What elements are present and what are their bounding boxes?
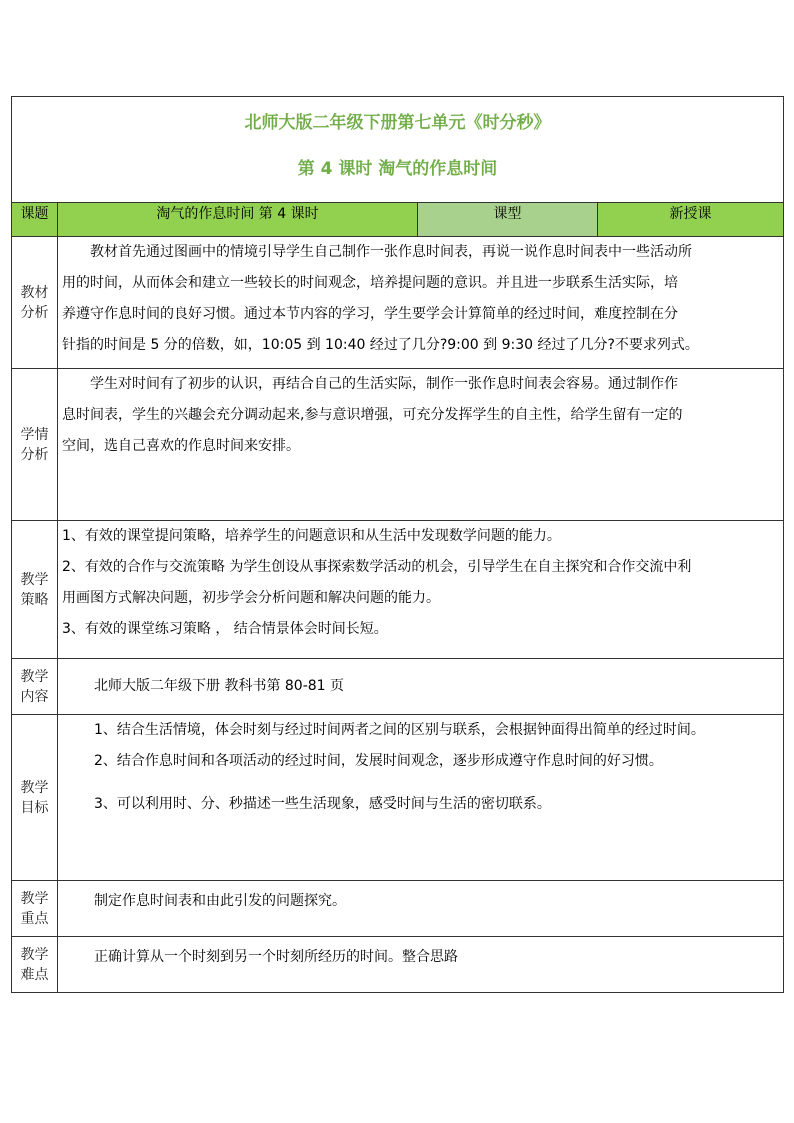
teaching-strategy-label: 教学策略 [12, 521, 58, 659]
key-point-value: 制定作息时间表和由此引发的问题探究。 [58, 881, 784, 937]
textbook-line: 针指的时间是 5 分的倍数，如，10:05 到 10:40 经过了几分?9:00 到 9:30 经过了几分?不要求列式。 [62, 337, 699, 353]
key-point-label: 教学重点 [12, 881, 58, 937]
lesson-plan-table [11, 96, 784, 993]
teaching-goals-label: 教学目标 [12, 715, 58, 881]
strategy-line: 2、有效的合作与交流策略 为学生创设从事探索数学活动的机会，引导学生在自主探究和合作交流中利 [62, 559, 692, 575]
difficulty-label: 教学难点 [12, 937, 58, 993]
teaching-goals-content [58, 715, 784, 881]
textbook-line: 养遵守作息时间的良好习惯。通过本节内容的学习，学生要学会计算简单的经过时间，难度控制在分 [62, 306, 678, 322]
strategy-line: 用画图方式解决问题，初步学会分析问题和解决问题的能力。 [62, 590, 440, 606]
student-analysis-label: 学情分析 [12, 369, 58, 521]
student-analysis-content [58, 369, 784, 521]
strategy-line: 1、有效的课堂提问策略，培养学生的问题意识和从生活中发现数学问题的能力。 [62, 528, 561, 544]
student-line: 学生对时间有了初步的认识，再结合自己的生活实际，制作一张作息时间表会容易。通过制作作 [90, 376, 678, 392]
type-value: 新授课 [598, 203, 784, 237]
textbook-analysis-label: 教材分析 [12, 237, 58, 369]
goal-line: 2、结合作息时间和各项活动的经过时间，发展时间观念，逐步形成遵守作息时间的好习惯。 [94, 753, 663, 769]
student-line: 空间，选自己喜欢的作息时间来安排。 [62, 438, 300, 454]
goal-line: 1、结合生活情境，体会时刻与经过时间两者之间的区别与联系，会根据钟面得出简单的经过时间。 [94, 722, 705, 738]
difficulty-value: 正确计算从一个时刻到另一个时刻所经历的时间。整合思路 [58, 937, 784, 993]
textbook-line: 教材首先通过图画中的情境引导学生自己制作一张作息时间表，再说一说作息时间表中一些活动所 [90, 244, 692, 260]
goal-line: 3、可以利用时、分、秒描述一些生活现象，感受时间与生活的密切联系。 [94, 796, 551, 812]
textbook-analysis-content [58, 237, 784, 369]
lesson-plan-page [11, 96, 783, 993]
topic-label: 课题 [12, 203, 58, 237]
teaching-strategy-content [58, 521, 784, 659]
teaching-content-value: 北师大版二年级下册 教科书第 80-81 页 [58, 659, 784, 715]
strategy-line: 3、有效的课堂练习策略 ， 结合情景体会时间长短。 [62, 621, 388, 637]
lesson-title: 第 4 课时 淘气的作息时间 [297, 159, 498, 179]
textbook-line: 用的时间，从而体会和建立一些较长的时间观念，培养提问题的意识。并且进一步联系生活实际，培 [62, 275, 678, 291]
teaching-content-label: 教学内容 [12, 659, 58, 715]
type-label: 课型 [418, 203, 598, 237]
student-line: 息时间表，学生的兴趣会充分调动起来,参与意识增强，可充分发挥学生的自主性，给学生留有一定的 [62, 407, 683, 423]
topic-value: 淘气的作息时间 第 4 课时 [58, 203, 418, 237]
document-title: 北师大版二年级下册第七单元《时分秒》 [244, 113, 551, 133]
title-cell [12, 97, 784, 203]
